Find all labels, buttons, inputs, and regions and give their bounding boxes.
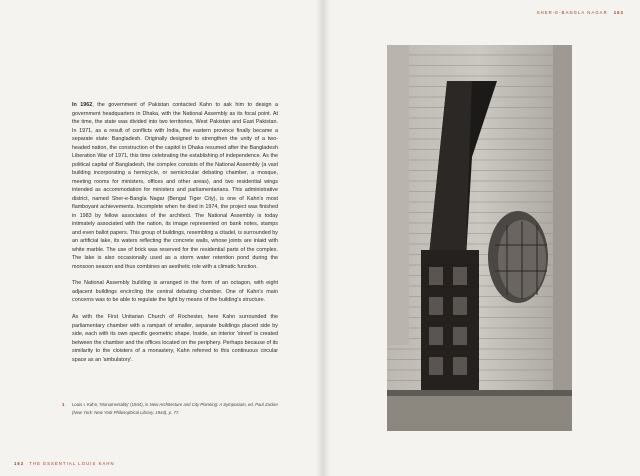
body-text (72, 101, 278, 373)
footnote-text-italic: New Architecture and City Planning: A Symposium, ed. Paul Zucker (New York: New York Philosophical Library, 1944), p. 77. (72, 402, 279, 415)
page-footer (14, 461, 115, 466)
paragraph-2: The National Assembly building is arranged in the form of an octagon, with eight adjacent buildings encircling the central debating chamber. One of Kahn's main concerns was to be able to regulate the light by means of the building's structure. (72, 280, 278, 304)
paragraph-3: As with the First Unitarian Church of Rochester, here Kahn surrounded the parliamentary chamber with a rampart of smaller, separate buildings placed side by side, each with its own specific geometric shape. Inside, an interior 'street' is created between the chamber and the offices located on the periphery. Perhaps because of its similarity to the cloisters of a monastery, Kahn referred to this continuous circular space as an 'ambulatory'. (72, 314, 278, 363)
building-photo (387, 45, 572, 431)
running-head (537, 10, 624, 15)
footnote (62, 401, 280, 417)
footnote-text-roman: Louis I. Kahn, 'Monumentality' (1944), in (72, 402, 150, 407)
footer-page-number: 162 (14, 461, 25, 466)
ground-ledge (387, 390, 572, 431)
running-head-page-number: 163 (613, 10, 624, 15)
paragraph-1-text: , the government of Pakistan contacted Kahn to ask him to design a government headquarters in Dhaka, with the National Assembly as its focal point. At the time, the state was divided into two territories, West Pakistan and East Pakistan. In 1971, as a result of conflicts with India, the eastern province finally became a separate state: Bangladesh. Originally designed to strengthen the unity of a two-headed nation, the construction of the capitol in Dhaka resumed after the Bangladesh Liberation War of 1971, this time celebrating the establishing of independence. As the political capital of Bangladesh, the complex consists of the National Assembly (a vast building incorporating a hemicycle, or semicircular debating chamber, a mosque, meeting rooms for ministers, offices and other areas), and two residential wings intended as accommodation for ministers and parliamentarians. This administrative district, named Sher-e-Bangla Nagar (Bengal Tiger City), is one of Kahn's most flamboyant achievements. Incomplete when he died in 1974, the project was finished in 1983 by fellow associates of the architect. The National Assembly is today intimately associated with the nation, its image represented on bank notes, stamps and even ballot papers. This group of buildings, resembling a citadel, is surrounded by an artificial lake, its waters reflecting the concrete walls, whose joints are inlaid with white marble. The use of brick was reserved for the residential parts of the complex. The lake is also occasionally used as a storm water retention pond during the monsoon season and thus combines an aesthetic role with a climatic function. (72, 102, 278, 270)
paragraph-1-lead: In 1962 (72, 102, 93, 108)
ground-shadow (387, 390, 572, 396)
paragraph-1 (72, 101, 278, 271)
photo-illustration (387, 45, 572, 431)
left-wall-block (387, 45, 409, 345)
gutter-shadow (316, 0, 330, 476)
running-head-title: SHER-E-BANGLA NAGAR (536, 10, 608, 15)
footer-title: THE ESSENTIAL LOUIS KAHN (29, 461, 115, 466)
right-column (553, 45, 572, 405)
footnote-mark: 1 (62, 402, 65, 407)
footnote-text (72, 401, 280, 417)
